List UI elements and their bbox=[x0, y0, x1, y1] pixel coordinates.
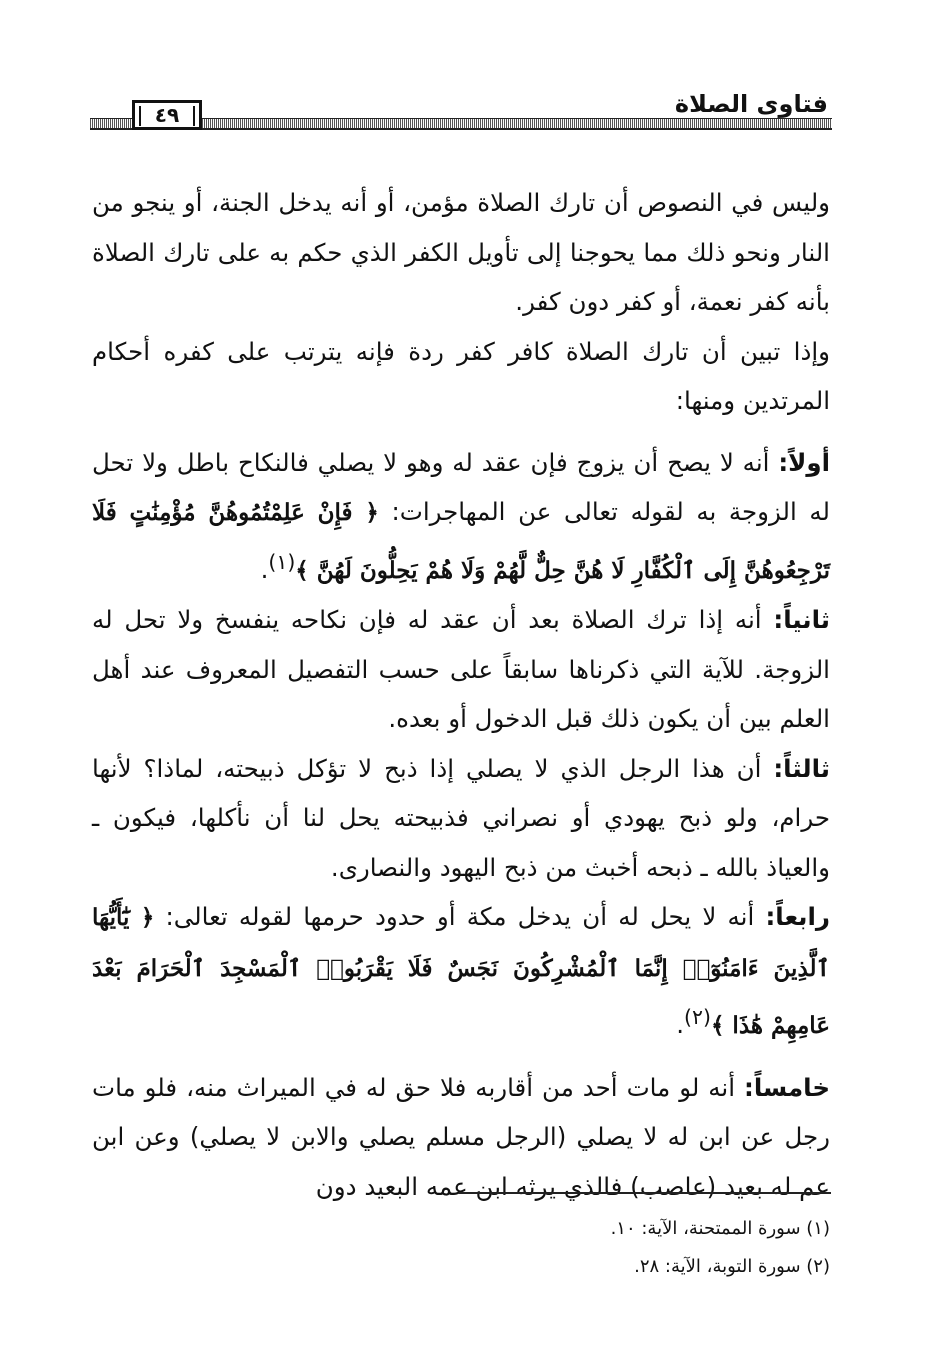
paragraph-text: أنه إذا ترك الصلاة بعد أن عقد له فإن نكاحه ينفسخ ولا تحل له الزوجة. للآية التي ذكرناها سابقاً على حسب التفصيل المعروف عند أهل العلم بين أن يكون ذلك قبل الدخول أو بعده. bbox=[92, 605, 830, 734]
ordinal-heading: أولاً: bbox=[778, 447, 831, 477]
quran-verse: ﴿ يَٰٓأَيُّهَا ٱلَّذِينَ ءَامَنُوٓا۟ إِنَّمَا ٱلْمُشْرِكُونَ نَجَسٌ فَلَا يَقْرَبُوا۟ ٱلْمَسْجِدَ ٱلْحَرَامَ بَعْدَ عَامِهِمْ هَٰذَا ﴾ bbox=[92, 904, 830, 1040]
footnote-item: (٢) سورة التوبة، الآية: ٢٨. bbox=[634, 1256, 830, 1277]
footnote-ref: (٢) bbox=[684, 1005, 711, 1030]
sentence-end: . bbox=[676, 1010, 685, 1040]
paragraph-first bbox=[92, 438, 830, 596]
paragraph-fifth bbox=[92, 1063, 830, 1212]
paragraph-text: وإذا تبين أن تارك الصلاة كافر كفر ردة فإنه يترتب على كفره أحكام المرتدين ومنها: bbox=[92, 336, 830, 415]
paragraph-text: أن هذا الرجل الذي لا يصلي إذا ذبح لا تؤكل ذبيحته، لماذا؟ لأنها حرام، ولو ذبح يهودي أو نصراني فذبيحته يحل لنا أن نأكلها، فيكون ـ والعياذ بالله ـ ذبحه أخبث من ذبح اليهود والنصارى. bbox=[92, 753, 830, 882]
running-header-title: فتاوى الصلاة bbox=[674, 90, 828, 118]
paragraph-consequences bbox=[92, 327, 830, 426]
footnote-item: (١) سورة الممتحنة، الآية: ١٠. bbox=[610, 1218, 830, 1239]
ordinal-heading: رابعاً: bbox=[765, 902, 830, 932]
page-number-box bbox=[132, 100, 202, 130]
paragraph-text: أنه لا يصح أن يزوج فإن عقد له وهو لا يصلي فالنكاح باطل ولا تحل له الزوجة به لقوله تعالى عن المهاجرات: bbox=[92, 447, 830, 526]
footnote-ref: (١) bbox=[268, 549, 296, 574]
paragraph-text: أنه لا يحل له أن يدخل مكة أو حدود حرمها لقوله تعالى: bbox=[165, 902, 755, 932]
paragraph-text: وليس في النصوص أن تارك الصلاة مؤمن، أو أنه يدخل الجنة، أو ينجو من النار ونحو ذلك مما يحوجنا إلى تأويل الكفر الذي حكم به على تارك الصلاة بأنه كفر نعمة، أو كفر دون كفر. bbox=[92, 188, 830, 316]
paragraph-text: أنه لو مات أحد من أقاربه فلا حق له في الميراث منه، فلو مات رجل عن ابن له لا يصلي (الرجل مسلم يصلي والابن لا يصلي) وعن ابن عم له بعيد (عاصب) فالذي يرثه ابن عمه البعيد دون bbox=[92, 1072, 830, 1201]
paragraph-intro bbox=[92, 178, 830, 327]
ordinal-heading: ثالثاً: bbox=[773, 753, 830, 783]
paragraph-gap bbox=[92, 1051, 830, 1063]
ordinal-heading: خامساً: bbox=[744, 1072, 830, 1102]
page-number: ٤٩ bbox=[154, 103, 180, 127]
paragraph-third bbox=[92, 744, 830, 893]
paragraph-second bbox=[92, 595, 830, 744]
footnotes bbox=[450, 1210, 830, 1286]
footnote-separator bbox=[459, 1192, 831, 1194]
paragraph-gap bbox=[92, 426, 830, 438]
paragraph-fourth bbox=[92, 892, 830, 1051]
ordinal-heading: ثانياً: bbox=[773, 605, 830, 635]
quran-verse: ﴿ فَإِنْ عَلِمْتُمُوهُنَّ مُؤْمِنَٰتٍ فَلَا تَرْجِعُوهُنَّ إِلَى ٱلْكُفَّارِ لَا هُنَّ حِلٌّ لَّهُمْ وَلَا هُمْ يَحِلُّونَ لَهُنَّ ﴾ bbox=[92, 499, 830, 584]
sentence-end: . bbox=[260, 554, 269, 584]
main-text bbox=[92, 178, 830, 1211]
